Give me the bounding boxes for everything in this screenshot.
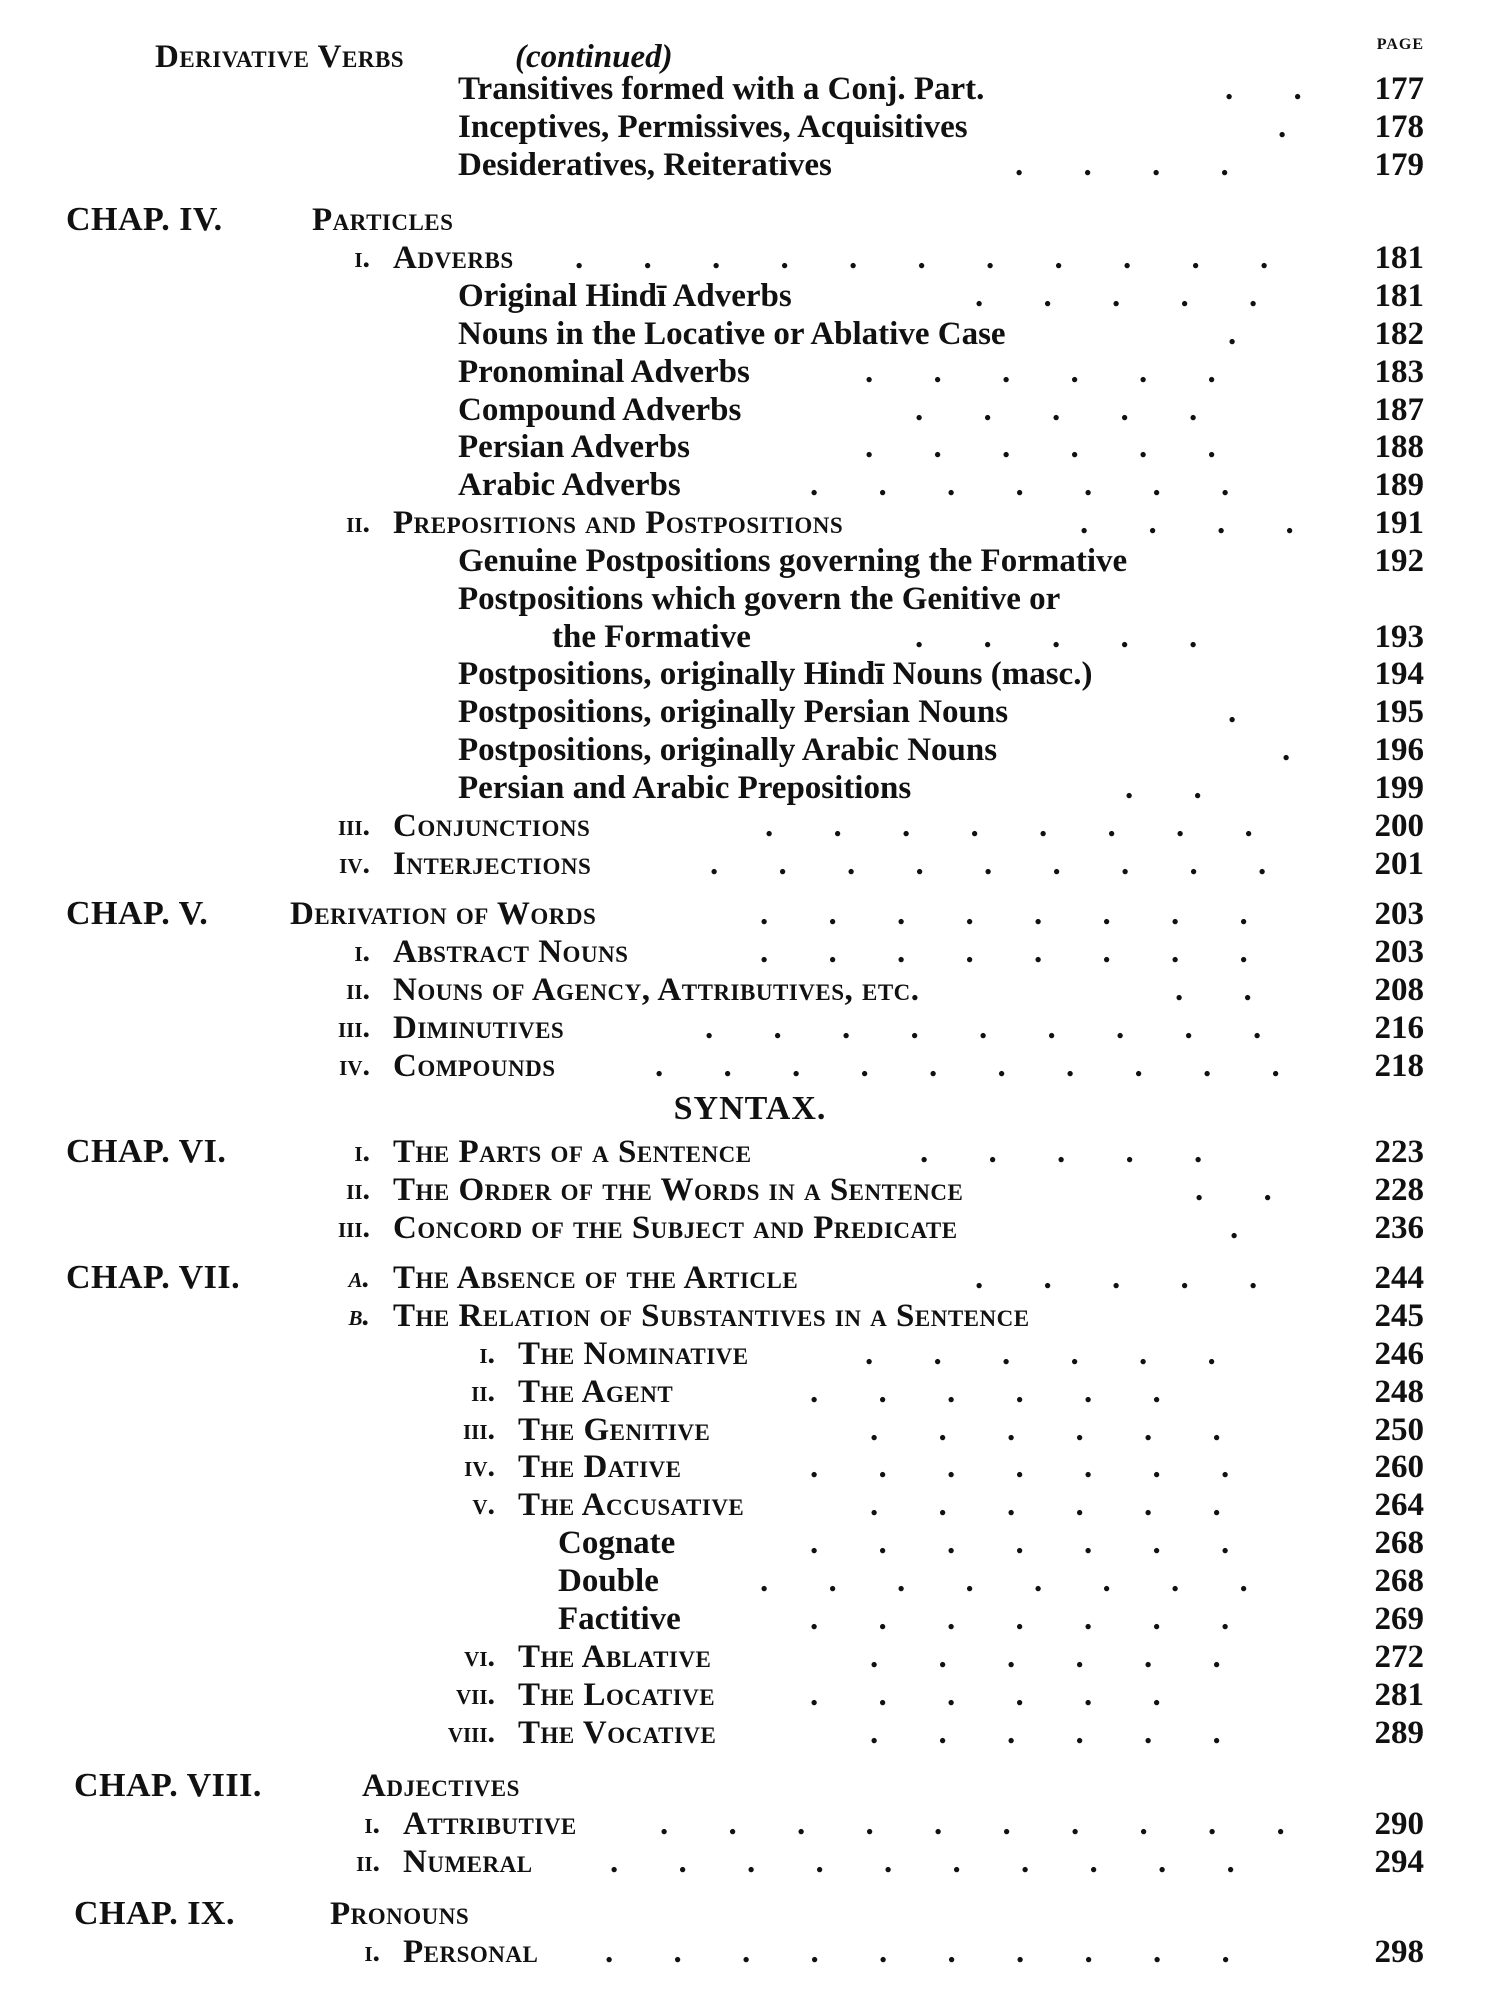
entry-label: Particles (312, 202, 454, 238)
page-number: 193 (1374, 619, 1424, 655)
entry-label: Postpositions which govern the Genitive or (458, 581, 1061, 617)
toc-entry (0, 807, 1500, 845)
entry-label: Persian and Arabic Prepositions (458, 770, 912, 806)
entry-number: i. (354, 241, 370, 274)
toc-entry (0, 1895, 1500, 1933)
leader-dots: . . . . . . (870, 1715, 1247, 1751)
entry-number: ii. (346, 973, 370, 1006)
leader-dots: . . . . . (975, 1260, 1284, 1296)
page-number: 268 (1374, 1525, 1424, 1561)
toc-entry (0, 277, 1500, 315)
toc-entry (0, 201, 1500, 239)
entry-number: i. (479, 1337, 495, 1370)
page-number: 188 (1374, 429, 1424, 465)
page-number: 228 (1374, 1172, 1424, 1208)
entry-label: Persian Adverbs (458, 429, 690, 465)
toc-entry (0, 504, 1500, 542)
toc-entry (0, 391, 1500, 429)
leader-dots: . . . . . . (870, 1412, 1247, 1448)
entry-label: The Dative (518, 1449, 682, 1485)
leader-dots: . . . . . . . . . . . (575, 240, 1295, 276)
page-number: 179 (1374, 147, 1424, 183)
toc-entry (0, 1933, 1500, 1971)
leader-dots: . . (1225, 71, 1328, 107)
entry-number: iii. (337, 1011, 370, 1044)
entry-label: Conjunctions (393, 808, 591, 844)
page-number: 201 (1374, 846, 1424, 882)
entry-label: Attributive (403, 1806, 577, 1842)
entry-number: ii. (346, 1173, 370, 1206)
entry-number: iv. (339, 1049, 370, 1082)
entry-number: i. (364, 1935, 380, 1968)
toc-entry (0, 1524, 1500, 1562)
toc-entry (0, 353, 1500, 391)
toc-entry (0, 971, 1500, 1009)
leader-dots: . . (1195, 1172, 1298, 1208)
leader-dots: . . . . . (915, 392, 1224, 428)
page-number: 281 (1374, 1677, 1424, 1713)
entry-label: Transitives formed with a Conj. Part. (458, 71, 985, 107)
entry-label: The Order of the Words in a Sentence (393, 1172, 964, 1208)
page-number: 208 (1374, 972, 1424, 1008)
page-number: 269 (1374, 1601, 1424, 1637)
leader-dots: . (1230, 1210, 1265, 1246)
entry-label: Cognate (558, 1525, 676, 1561)
entry-label: Double (558, 1563, 659, 1599)
page-number: 181 (1374, 278, 1424, 314)
leader-dots: . . . . . (915, 619, 1224, 655)
entry-number: vii. (455, 1678, 495, 1711)
toc-entry (0, 933, 1500, 971)
toc-entry (0, 1638, 1500, 1676)
entry-label: Postpositions, originally Arabic Nouns (458, 732, 998, 768)
page-number: 203 (1374, 934, 1424, 970)
page-number: 250 (1374, 1412, 1424, 1448)
page-number: 189 (1374, 467, 1424, 503)
leader-dots: . (1282, 732, 1317, 768)
page-number: 246 (1374, 1336, 1424, 1372)
entry-label: Desideratives, Reiteratives (458, 147, 832, 183)
page-number: 216 (1374, 1010, 1424, 1046)
leader-dots: . . (1175, 972, 1278, 1008)
toc-entry (0, 769, 1500, 807)
entry-label: Adjectives (362, 1768, 520, 1804)
leader-dots: . . . . . . . . . (705, 1010, 1288, 1046)
toc-entry (0, 466, 1500, 504)
syntax-heading: SYNTAX. (673, 1090, 827, 1127)
toc-entry (0, 1133, 1500, 1171)
page-number: 196 (1374, 732, 1424, 768)
page-number: 248 (1374, 1374, 1424, 1410)
leader-dots: . . . . . . . . (760, 896, 1274, 932)
toc-entry (0, 1047, 1500, 1085)
page-number: 181 (1374, 240, 1424, 276)
entry-label: The Accusative (518, 1487, 745, 1523)
toc-entry (0, 1009, 1500, 1047)
leader-dots: . . . . . . (865, 1336, 1242, 1372)
leader-dots: . . . . . . . . . . (610, 1844, 1261, 1880)
entry-label: The Parts of a Sentence (393, 1134, 752, 1170)
entry-label: Original Hindī Adverbs (458, 278, 792, 314)
entry-label: Derivation of Words (290, 896, 597, 932)
leader-dots: . . . . . . . (810, 1601, 1256, 1637)
leader-dots: . (1278, 109, 1313, 145)
page-number: 182 (1374, 316, 1424, 352)
chapter-number: CHAP. IV. (66, 201, 223, 238)
toc-entry (0, 1767, 1500, 1805)
leader-dots: . (1228, 694, 1263, 730)
toc-entry (0, 1448, 1500, 1486)
toc-entry (0, 655, 1500, 693)
page-number: 200 (1374, 808, 1424, 844)
page-number: 268 (1374, 1563, 1424, 1599)
entry-label: Inceptives, Permissives, Acquisitives (458, 109, 968, 145)
page-column-label: PAGE (1376, 36, 1424, 53)
page-number: 199 (1374, 770, 1424, 806)
leader-dots: . . . . . . (865, 429, 1242, 465)
leader-dots: . . . . . . (870, 1487, 1247, 1523)
entry-label: The Nominative (518, 1336, 749, 1372)
toc-entry (0, 1209, 1500, 1247)
page-number: 298 (1374, 1934, 1424, 1970)
toc-entry (0, 315, 1500, 353)
leader-dots: . . . . . . (870, 1639, 1247, 1675)
entry-number: ii. (356, 1845, 380, 1878)
section-title: Derivative Verbs (155, 39, 405, 75)
page-number: 272 (1374, 1639, 1424, 1675)
entry-number: i. (354, 935, 370, 968)
chapter-number: CHAP. V. (66, 895, 209, 932)
toc-entry (0, 618, 1500, 656)
toc-entry (0, 845, 1500, 883)
toc-entry (0, 1335, 1500, 1373)
continued-note: (continued) (515, 39, 673, 75)
entry-label: The Vocative (518, 1715, 717, 1751)
entry-label: Nouns in the Locative or Ablative Case (458, 316, 1006, 352)
chapter-number: CHAP. VI. (66, 1133, 227, 1170)
entry-label: Diminutives (393, 1010, 565, 1046)
entry-label: Genuine Postpositions governing the Formative (458, 543, 1128, 579)
toc-entry (0, 1297, 1500, 1335)
leader-dots: . . . . . . . (810, 467, 1256, 503)
toc-entry (0, 239, 1500, 277)
toc-entry (0, 1600, 1500, 1638)
toc-entry (0, 731, 1500, 769)
entry-label: Factitive (558, 1601, 681, 1637)
page-number: 260 (1374, 1449, 1424, 1485)
entry-label: The Ablative (518, 1639, 712, 1675)
leader-dots: . . . . . . . (810, 1449, 1256, 1485)
page-number: 187 (1374, 392, 1424, 428)
leader-dots: . . . . . . . (810, 1525, 1256, 1561)
entry-label: the Formative (552, 619, 751, 655)
toc-entry (0, 108, 1500, 146)
entry-label: The Genitive (518, 1412, 711, 1448)
entry-label: The Agent (518, 1374, 674, 1410)
entry-label: Compound Adverbs (458, 392, 742, 428)
chapter-number: CHAP. VIII. (74, 1767, 262, 1804)
entry-label: Pronominal Adverbs (458, 354, 750, 390)
page-number: 245 (1374, 1298, 1424, 1334)
entry-number: ii. (346, 506, 370, 539)
toc-entry (0, 428, 1500, 466)
entry-label: Postpositions, originally Persian Nouns (458, 694, 1009, 730)
page-number: 183 (1374, 354, 1424, 390)
page-number: 223 (1374, 1134, 1424, 1170)
entry-label: Prepositions and Postpositions (393, 505, 844, 541)
entry-label: Postpositions, originally Hindī Nouns (masc.) (458, 656, 1093, 692)
leader-dots: . . . . . . . . . . (605, 1934, 1256, 1970)
leader-dots: . . . . . . (865, 354, 1242, 390)
page-number: 264 (1374, 1487, 1424, 1523)
toc-entry (0, 1171, 1500, 1209)
leader-dots: . . . . . . (810, 1374, 1187, 1410)
entry-label: The Absence of the Article (393, 1260, 799, 1296)
leader-dots: . . . . . . . . (765, 808, 1279, 844)
entry-label: Pronouns (330, 1896, 470, 1932)
leader-dots: . . . . (1080, 505, 1320, 541)
toc-entry (0, 1259, 1500, 1297)
entry-number: iii. (337, 1211, 370, 1244)
page-number: 203 (1374, 896, 1424, 932)
toc-entry (0, 542, 1500, 580)
page-number: 218 (1374, 1048, 1424, 1084)
leader-dots: . . . . (1015, 147, 1255, 183)
page-number: 289 (1374, 1715, 1424, 1751)
leader-dots: . . . . . . . . . (710, 846, 1293, 882)
toc-entry (0, 1805, 1500, 1843)
toc-entry (0, 1486, 1500, 1524)
entry-label: Numeral (403, 1844, 533, 1880)
leader-dots: . . . . . . . . (760, 934, 1274, 970)
page-number: 192 (1374, 543, 1424, 579)
entry-label: Nouns of Agency, Attributives, etc. (393, 972, 920, 1008)
toc-entry (0, 1373, 1500, 1411)
page-number: 236 (1374, 1210, 1424, 1246)
entry-label: The Locative (518, 1677, 716, 1713)
entry-number: viii. (447, 1716, 495, 1749)
toc-entry (0, 693, 1500, 731)
chapter-number: CHAP. VII. (66, 1259, 241, 1296)
entry-number: i. (364, 1807, 380, 1840)
toc-entry (0, 895, 1500, 933)
entry-number: v. (472, 1488, 495, 1521)
leader-dots: . . . . . . . . (760, 1563, 1274, 1599)
entry-label: Adverbs (393, 240, 514, 276)
page-number: 178 (1374, 109, 1424, 145)
toc-entry (0, 1843, 1500, 1881)
chapter-number: CHAP. IX. (74, 1895, 235, 1932)
entry-label: Concord of the Subject and Predicate (393, 1210, 958, 1246)
page-number: 290 (1374, 1806, 1424, 1842)
leader-dots: . . . . . (920, 1134, 1229, 1170)
entry-number: iii. (462, 1413, 495, 1446)
leader-dots: . . . . . . . . . . (655, 1048, 1306, 1084)
entry-number: iii. (337, 809, 370, 842)
entry-number: ii. (471, 1375, 495, 1408)
entry-number: a. (348, 1261, 370, 1294)
entry-label: The Relation of Substantives in a Sentence (393, 1298, 1030, 1334)
toc-entry (0, 1562, 1500, 1600)
entry-label: Personal (403, 1934, 539, 1970)
toc-entry (0, 1411, 1500, 1449)
toc-entry (0, 1676, 1500, 1714)
toc-entry (0, 146, 1500, 184)
leader-dots: . . . . . . . . . . (660, 1806, 1311, 1842)
entry-number: iv. (464, 1450, 495, 1483)
leader-dots: . . (1125, 770, 1228, 806)
page-number: 194 (1374, 656, 1424, 692)
page-number: 195 (1374, 694, 1424, 730)
entry-number: vi. (464, 1640, 495, 1673)
entry-number: iv. (339, 847, 370, 880)
entry-label: Abstract Nouns (393, 934, 629, 970)
entry-label: Arabic Adverbs (458, 467, 681, 503)
toc-entry (0, 70, 1500, 108)
toc-entry (0, 580, 1500, 618)
toc-entry (0, 1714, 1500, 1752)
entry-number: i. (354, 1135, 370, 1168)
leader-dots: . . . . . (975, 278, 1284, 314)
leader-dots: . (1228, 316, 1263, 352)
entry-label: Compounds (393, 1048, 556, 1084)
leader-dots: . . . . . . (810, 1677, 1187, 1713)
page-number: 244 (1374, 1260, 1424, 1296)
page-number: 177 (1374, 71, 1424, 107)
page-number: 294 (1374, 1844, 1424, 1880)
page-number: 191 (1374, 505, 1424, 541)
entry-number: b. (348, 1299, 370, 1332)
entry-label: Interjections (393, 846, 592, 882)
